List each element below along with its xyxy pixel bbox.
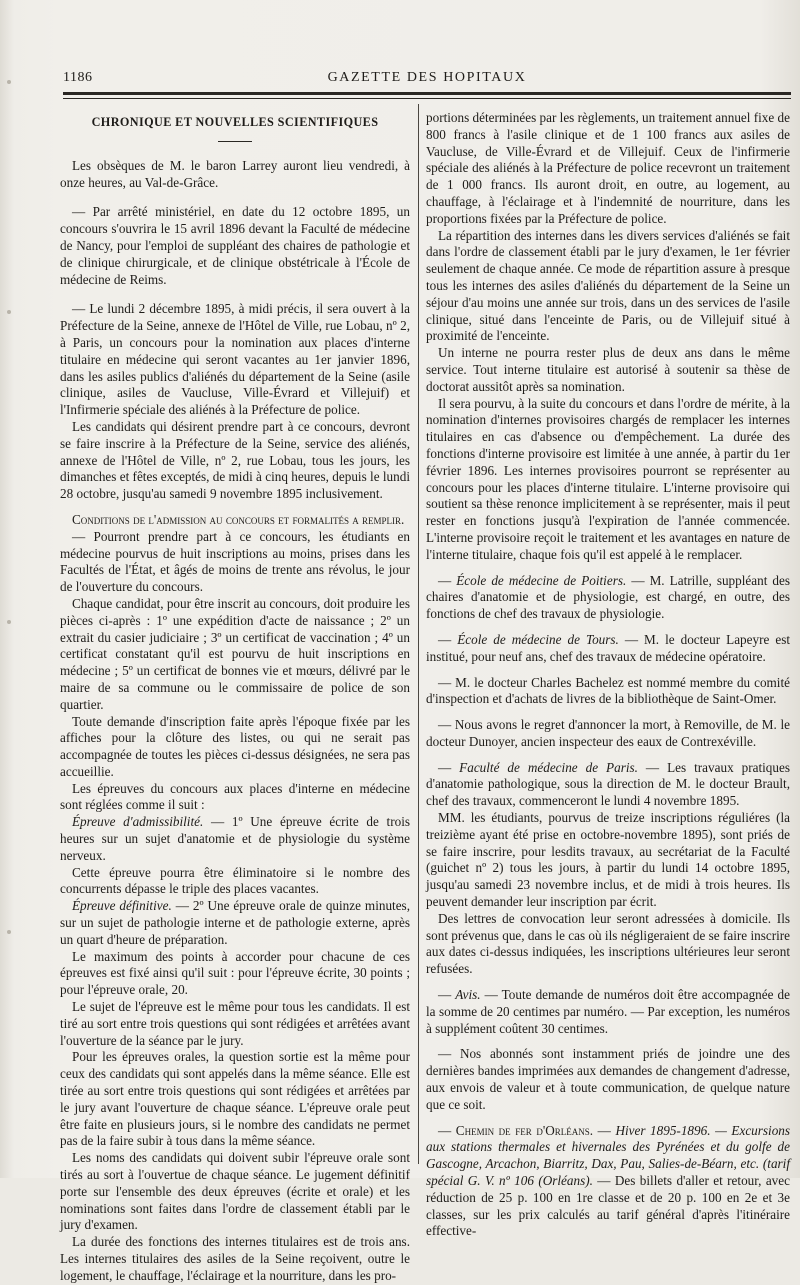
binding-hole-mark [7,310,11,314]
epreuve-definitive-text: — 2º Une épreuve orale de quinze minutes, sur un sujet de pathologie interne et de pathologie externe, après un quart d'heure de préparation. [60,898,410,947]
paragraph-concours: — Le lundi 2 décembre 1895, à midi précis, il sera ouvert à la Préfecture de la Seine, annexe de l'Hôtel de Ville, rue Lobau, nº 2, à Paris, un concours pour la nomination aux places d'interne titulaire en médecine qui seront vacantes au 1er janvier 1896, dans les asiles publics d'aliénés du département de la Seine (asile clinique, asiles de Vaucluse, Ville-Évrard et Villejuif) et l'Infirmerie spéciale des aliénés à la Préfecture de police. [60,301,410,418]
header-rule-thin [63,98,791,99]
paragraph-duree: La durée des fonctions des internes titulaires est de trois ans. Les internes titulaires des asiles de la Seine reçoivent, outre le logement, le chauffage, l'éclairage et la nourriture, dans les pro- [60,1234,410,1283]
paragraph-nancy: — Par arrêté ministériel, en date du 12 octobre 1895, un concours s'ouvrira le 15 avril 1896 devant la Faculté de médecine de Nancy, pour l'emploi de suppléant des chaires de pathologie et de clinique chirurgicale, et de clinique obstétricale à l'École de médecine de Reims. [60,204,410,287]
avis-label: Avis. [455,987,481,1003]
header-rule-thick [63,92,791,95]
conditions-heading-text: Conditions de l'admission au concours et formalités a remplir. [72,511,405,527]
epreuve-admissibilite-text: — 1º Une épreuve écrite de trois heures sur un sujet d'anatomie et de physiologie du système nerveux. [60,814,411,863]
paragraph-portions: portions déterminées par les règlements, un traitement annuel fixe de 800 francs à l'asile clinique et de 1 100 francs aux asiles de Vaucluse, de Ville-Évrard et de Villejuif. Ceux de l'infirmerie spéciale des aliénés à la Préfecture de police recevront un traitement de 1 000 francs. Ils auront droit, en outre, au logement, au chauffage, à l'éclairage et à l'indemnité de nourriture, dans les proportions fixées par la Préfecture de police. [426,110,790,226]
paragraph-etudiants: MM. les étudiants, pourvus de treize inscriptions réguliéres (la treizième ayant été prise en octobre-novembre 1895), sont priés de se faire inscrire, pour lesdits travaux, au secrétariat de la Faculté (guichet nº 2) tous les jours, à partir du lundi 14 octobre 1895, jusqu'au samedi 23 novembre inclus, et de midi à trois heures. Ils peuvent demander leur inscription par écrit. [426,810,790,910]
paragraph-candidats: Les candidats qui désirent prendre part à ce concours, devront se faire inscrire à la Préfecture de la Seine, service des aliénés, annexe de l'Hôtel de Ville, nº 2, rue Lobau, tous les jours, les dimanches et fêtes exceptés, de midi à cinq heures, depuis le lundi 28 octobre, jusqu'au samedi 9 novembre 1895 inclusivement. [60,418,410,502]
paragraph-dunoyer: — Nous avons le regret d'annoncer la mort, à Removille, de M. le docteur Dunoyer, ancien inspecteur des eaux de Contrexéville. [426,717,790,749]
tours-label: École de médecine de Tours. [457,631,619,647]
paragraph-tours: — École de médecine de Tours. — M. le docteur Lapeyre est institué, pour neuf ans, chef des travaux de médecine opératoire. [426,631,791,664]
epreuve-admissibilite-label: Épreuve d'admissibilité. [72,814,204,830]
right-column [426,110,790,1240]
binding-hole-mark [7,930,11,934]
paragraph-noms: Les noms des candidats qui doivent subir l'épreuve orale sont tirés au sort à l'ouvertue de chaque séance. Le jugement définitif porte sur l'ensemble des deux épreuves (écrite et orale) et les nominations sont faites dans l'ordre de classement établi par le jury d'examen. [60,1150,410,1233]
chemin-label: Chemin de fer d'Orléans. [455,1122,594,1138]
chemin-text: — Des billets d'aller et retour, avec réduction de 25 p. 100 en 1re classe et de 20 p. 100 en 2e et 3e classes, sur les prix calculés au tarif général d'après l'itinéraire effective- [426,1173,790,1239]
page-header [63,70,791,90]
paragraph-obseques: Les obsèques de M. le baron Larrey auront lieu vendredi, à onze heures, au Val-de-Grâce. [60,157,410,190]
paragraph-pourvu: Il sera pourvu, à la suite du concours et dans l'ordre de mérite, à la nomination d'internes provisoires chargés de remplacer les internes titulaires en cas d'absence ou d'empêchement. La durée des fonctions d'interne provisoire est limitée à une année, à partir du 1er février 1896. Les internes provisoires pourront se représenter au concours pour les places d'interne titulaire. L'interne provisoire qui soutient sa thèse renonce implicitement à se représenter, mais il peut rester en fonctions jusqu'à l'expiration de l'année commencée. L'interne provisoire reçoit le traitement et les avantages en nature de l'interne titulaire, chaque fois qu'il est appelé à le remplacer. [426,395,790,562]
paragraph-orales: Pour les épreuves orales, la question sortie est la même pour ceux des candidats qui sont appelés dans la même séance. Elle est tirée au sort entre trois questions qui sont rédigées et arrêtées par le jury avant l'ouverture de chaque séance. L'épreuve orale peut être faite en plusieurs jours, si le nombre des candidats ne permet pas de la faire subir à tous dans la même séance. [60,1049,410,1149]
left-column [60,110,410,1285]
paragraph-interne: Un interne ne pourra rester plus de deux ans dans le même service. Tout interne titulaire est autorisé à soutenir sa thèse de doctorat aussitôt après sa nomination. [426,345,790,394]
chemin-prefix: — [438,1122,456,1138]
paragraph-bachelez: — M. le docteur Charles Bachelez est nommé membre du comité d'inspection et d'achats de livres de la bibliothèque de Saint-Omer. [426,674,790,707]
poitiers-text: — M. Latrille, suppléant des chaires d'anatomie et de physiologie, est chargé, en outre, des fonctions de chef des travaux de physiologie. [426,572,791,622]
column-divider [418,104,419,1164]
paragraph-epreuves: Les épreuves du concours aux places d'interne en médecine sont réglées comme il suit : [60,780,410,813]
paragraph-repartition: La répartition des internes dans les divers services d'aliénés se fait dans l'ordre de classement établi par le jury d'examen, le 1er février seulement de chaque année. Ce mode de répartition assure à presque tous les internes des asiles d'aliénés du département de la Seine un séjour d'au moins une année sur trois, dans un des services de l'asile clinique, situé dans l'enceinte de Paris, ou de Villejuif situé à proximité de l'enceinte. [426,227,790,344]
paragraph-chemin-de-fer [426,1123,790,1241]
paragraph-faculte: — Faculté de médecine de Paris. — Les travaux pratiques d'anatomie pathologique, sous la direction de M. le docteur Brault, chef des travaux, commenceront le lundi 4 novembre 1895. [426,759,790,809]
paragraph-epreuve-definitive [60,898,410,948]
paragraph-avis: — Avis. — Toute demande de numéros doit être accompagnée de la somme de 20 centimes par numéro. — Par exception, les numéros à supplément coûtent 30 centimes. [426,987,791,1036]
paragraph-poitiers: — École de médecine de Poitiers. — M. Latrille, suppléant des chaires d'anatomie et de physiologie, est chargé, en outre, des fonctions de chef des travaux de physiologie. [426,572,791,622]
paragraph-maximum: Le maximum des points à accorder pour chacune de ces épreuves est fixé ainsi qu'il suit : pour l'épreuve écrite, 30 points ; pour l'épreuve orale, 20. [60,948,410,998]
paragraph-toute: Toute demande d'inscription faite après l'époque fixée par les affiches pour la clôture des listes, ou qui ne serait pas accompagnée de toutes les pièces ci-dessus désignées, ne sera pas accueillie. [60,713,410,779]
journal-title: GAZETTE DES HOPITAUX [327,70,527,85]
binding-hole-mark [7,620,11,624]
paragraph-pourront: — Pourront prendre part à ce concours, les étudiants en médecine pourvus de huit inscriptions au moins, prises dans les Facultés de l'État, et âgés de moins de trente ans révolus, le jour de l'ouverture du concours. [60,528,410,595]
faculte-text: — Les travaux pratiques d'anatomie pathologique, sous la direction de M. le docteur Brault, chef des travaux, commenceront le lundi 4 novembre 1895. [426,759,790,809]
paragraph-lettres: Des lettres de convocation leur seront adressées à domicile. Ils sont prévenus que, dans le cas où ils négligeraient de se faire inscrire aux dates ci-dessus indiquées, les inscriptions ultérieures leur seront refusées. [426,910,790,977]
faculte-label: Faculté de médecine de Paris. [459,759,638,775]
avis-text: — Toute demande de numéros doit être accompagnée de la somme de 20 centimes par numéro. — Par exception, les numéros à supplément coûtent 30 centimes. [426,987,791,1036]
page-number: 1186 [63,70,93,85]
binding-hole-mark [7,80,11,84]
chemin-hiver: Hiver 1895-1896. — Excursions aux stations thermales et hivernales des Pyrénées et du golfe de Gascogne, Arcachon, Biarritz, Dax, Pau, Salies-de-Béarn, etc. (tarif spécial G. V. nº 106 (Orléans). [426,1122,791,1189]
epreuve-definitive-label: Épreuve définitive. [72,898,172,914]
paragraph-cette: Cette épreuve pourra être éliminatoire si le nombre des concurrents dépasse le triple des places vacantes. [60,864,410,897]
section-rule [218,141,252,142]
paragraph-chaque: Chaque candidat, pour être inscrit au concours, doit produire les pièces ci-après : 1º une expédition d'acte de naissance ; 2º un extrait du casier judiciaire ; 3º un certificat de vaccination ; 4º un certificat constatant qu'il est pourvu de huit inscriptions en médecine ; 5º un certificat de bonnes vie et mœurs, délivré par le maire de sa commune ou le commissaire de police de son quartier. [60,595,411,712]
tours-text: — M. le docteur Lapeyre est institué, pour neuf ans, chef des travaux de médecine opératoire. [426,631,791,664]
paragraph-sujet: Le sujet de l'épreuve est le même pour tous les candidats. Il est tiré au sort entre trois questions qui sont rédigées et arrêtées avant l'ouverture de la séance par le jury. [60,999,410,1048]
paragraph-epreuve-admissibilite [60,814,410,864]
conditions-heading [60,512,410,529]
section-title: CHRONIQUE ET NOUVELLES SCIENTIFIQUES [91,115,379,129]
paragraph-abonnes: — Nos abonnés sont instamment priés de joindre une des dernières bandes imprimées aux demandes de changement d'adresse, aux envois de valeur et à toute communication, de quelque nature que ce soit. [426,1046,790,1112]
poitiers-label: École de médecine de Poitiers. [456,572,627,588]
chemin-dash: — [593,1122,616,1138]
